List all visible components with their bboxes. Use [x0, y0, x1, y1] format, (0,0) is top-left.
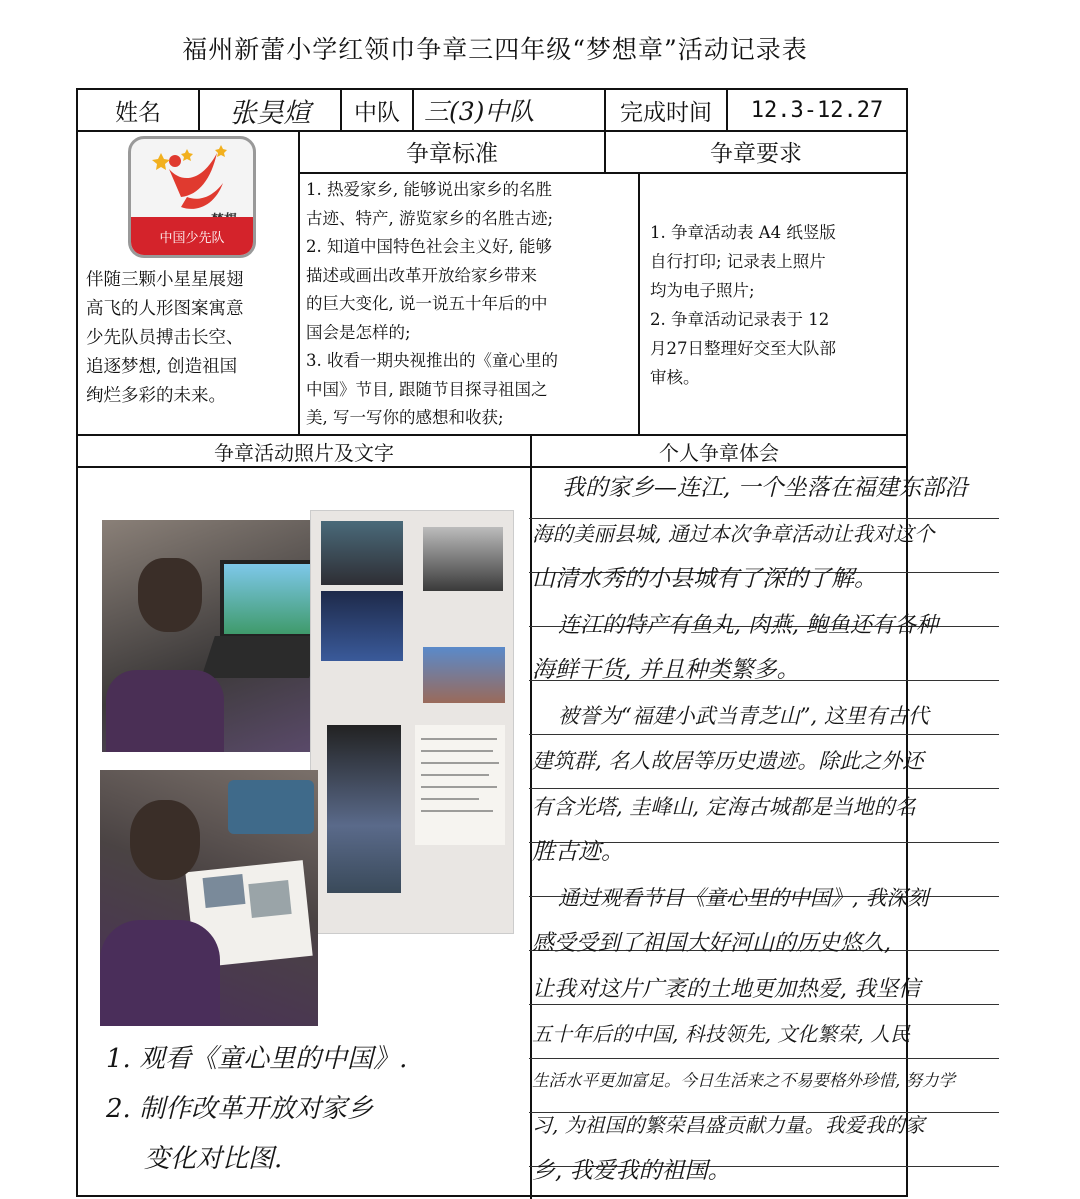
essay-line: 五十年后的中国, 科技领先, 文化繁荣, 人民: [532, 1022, 911, 1046]
standard-line: 描述或画出改革开放给家乡带来: [306, 265, 537, 285]
essay-line: 习, 为祖国的繁荣昌盛贡献力量。我爱我的家: [532, 1113, 925, 1137]
essay-line: 海鲜干货, 并且种类繁多。: [532, 657, 800, 683]
essay-line: 乡, 我爱我的祖国。: [532, 1157, 731, 1184]
standard-line: 的巨大变化, 说一说五十年后的中: [306, 294, 548, 313]
essay-line: 胜古迹。: [532, 839, 624, 865]
caption-line: 2. 制作改革开放对家乡: [106, 1094, 374, 1124]
squad-label: 中队: [354, 99, 400, 126]
standard-line: 2. 知道中国特色社会主义好, 能够: [306, 237, 552, 256]
standard-line: 中国》节目, 跟随节目探寻祖国之: [306, 379, 548, 399]
standard-line: 1. 热爱家乡, 能够说出家乡的名胜: [306, 180, 552, 199]
standard-line: 美, 写一写你的感想和收获;: [306, 408, 504, 427]
essay-line: 通过观看节目《童心里的中国》, 我深刻: [558, 885, 929, 910]
standard-line: 3. 收看一期央视推出的《童心里的: [306, 351, 558, 370]
requirement-line: 自行打印; 记录表上照片: [650, 252, 826, 271]
time-label: 完成时间: [620, 99, 712, 126]
badge-desc-line: 少先队员搏击长空、: [86, 328, 244, 348]
reflection-essay: [532, 466, 1007, 1194]
name-label: 姓名: [115, 99, 161, 126]
logo-org: 中国少先队: [131, 217, 253, 255]
reflection-header: 个人争章体会: [659, 440, 779, 465]
essay-line: 我的家乡—连江, 一个坐落在福建东部沿: [562, 475, 968, 501]
requirement-line: 均为电子照片;: [650, 281, 755, 300]
essay-line: 山清水秀的小县城有了深的了解。: [532, 566, 877, 592]
photo-drawing: [100, 770, 318, 1026]
dream-badge-logo: [128, 136, 256, 258]
essay-line: 生活水平更加富足。今日生活来之不易要格外珍惜, 努力学: [532, 1070, 955, 1090]
badge-desc-line: 高飞的人形图案寓意: [86, 299, 244, 319]
requirement-line: 月27日整理好交至大队部: [650, 339, 836, 358]
essay-line: 连江的特产有鱼丸, 肉燕, 鲍鱼还有各种: [558, 612, 938, 638]
badge-desc-line: 绚烂多彩的未来。: [86, 386, 226, 406]
requirement-header: 争章要求: [710, 140, 802, 167]
activity-photos: [98, 502, 518, 962]
essay-line: 建筑群, 名人故居等历史遗迹。除此之外还: [532, 749, 924, 773]
essay-line: 感受受到了祖国大好河山的历史悠久,: [532, 931, 891, 956]
standard-line: 国会是怎样的;: [306, 322, 411, 342]
name-value: 张昊煊: [229, 97, 311, 129]
badge-desc-line: 伴随三颗小星星展翅: [86, 270, 244, 290]
requirement-line: 审核。: [650, 368, 700, 387]
essay-line: 被誉为“福建小武当青芝山”, 这里有古代: [558, 703, 929, 728]
time-value: 12.3-12.27: [750, 97, 884, 123]
standard-line: 古迹、特产, 游览家乡的名胜古迹;: [306, 208, 554, 228]
badge-desc-line: 追逐梦想, 创造祖国: [86, 357, 238, 377]
essay-line: 海的美丽县城, 通过本次争章活动让我对这个: [532, 521, 935, 546]
photo-computer: [102, 520, 316, 752]
activity-header: 争章活动照片及文字: [214, 440, 394, 465]
squad-value: 三(3)中队: [424, 97, 535, 126]
essay-line: 让我对这片广袤的土地更加热爱, 我坚信: [532, 976, 920, 1002]
page-title: 福州新蕾小学红领巾争章三四年级“梦想章”活动记录表: [182, 35, 808, 64]
requirement-line: 1. 争章活动表 A4 纸竖版: [650, 223, 836, 242]
standard-header: 争章标准: [406, 140, 498, 167]
caption-line: 变化对比图.: [144, 1144, 283, 1174]
caption-line: 1. 观看《童心里的中国》.: [106, 1044, 408, 1074]
essay-line: 有含光塔, 圭峰山, 定海古城都是当地的名: [532, 794, 916, 819]
photo-poster: [310, 510, 514, 934]
requirement-line: 2. 争章活动记录表于 12: [650, 310, 830, 329]
